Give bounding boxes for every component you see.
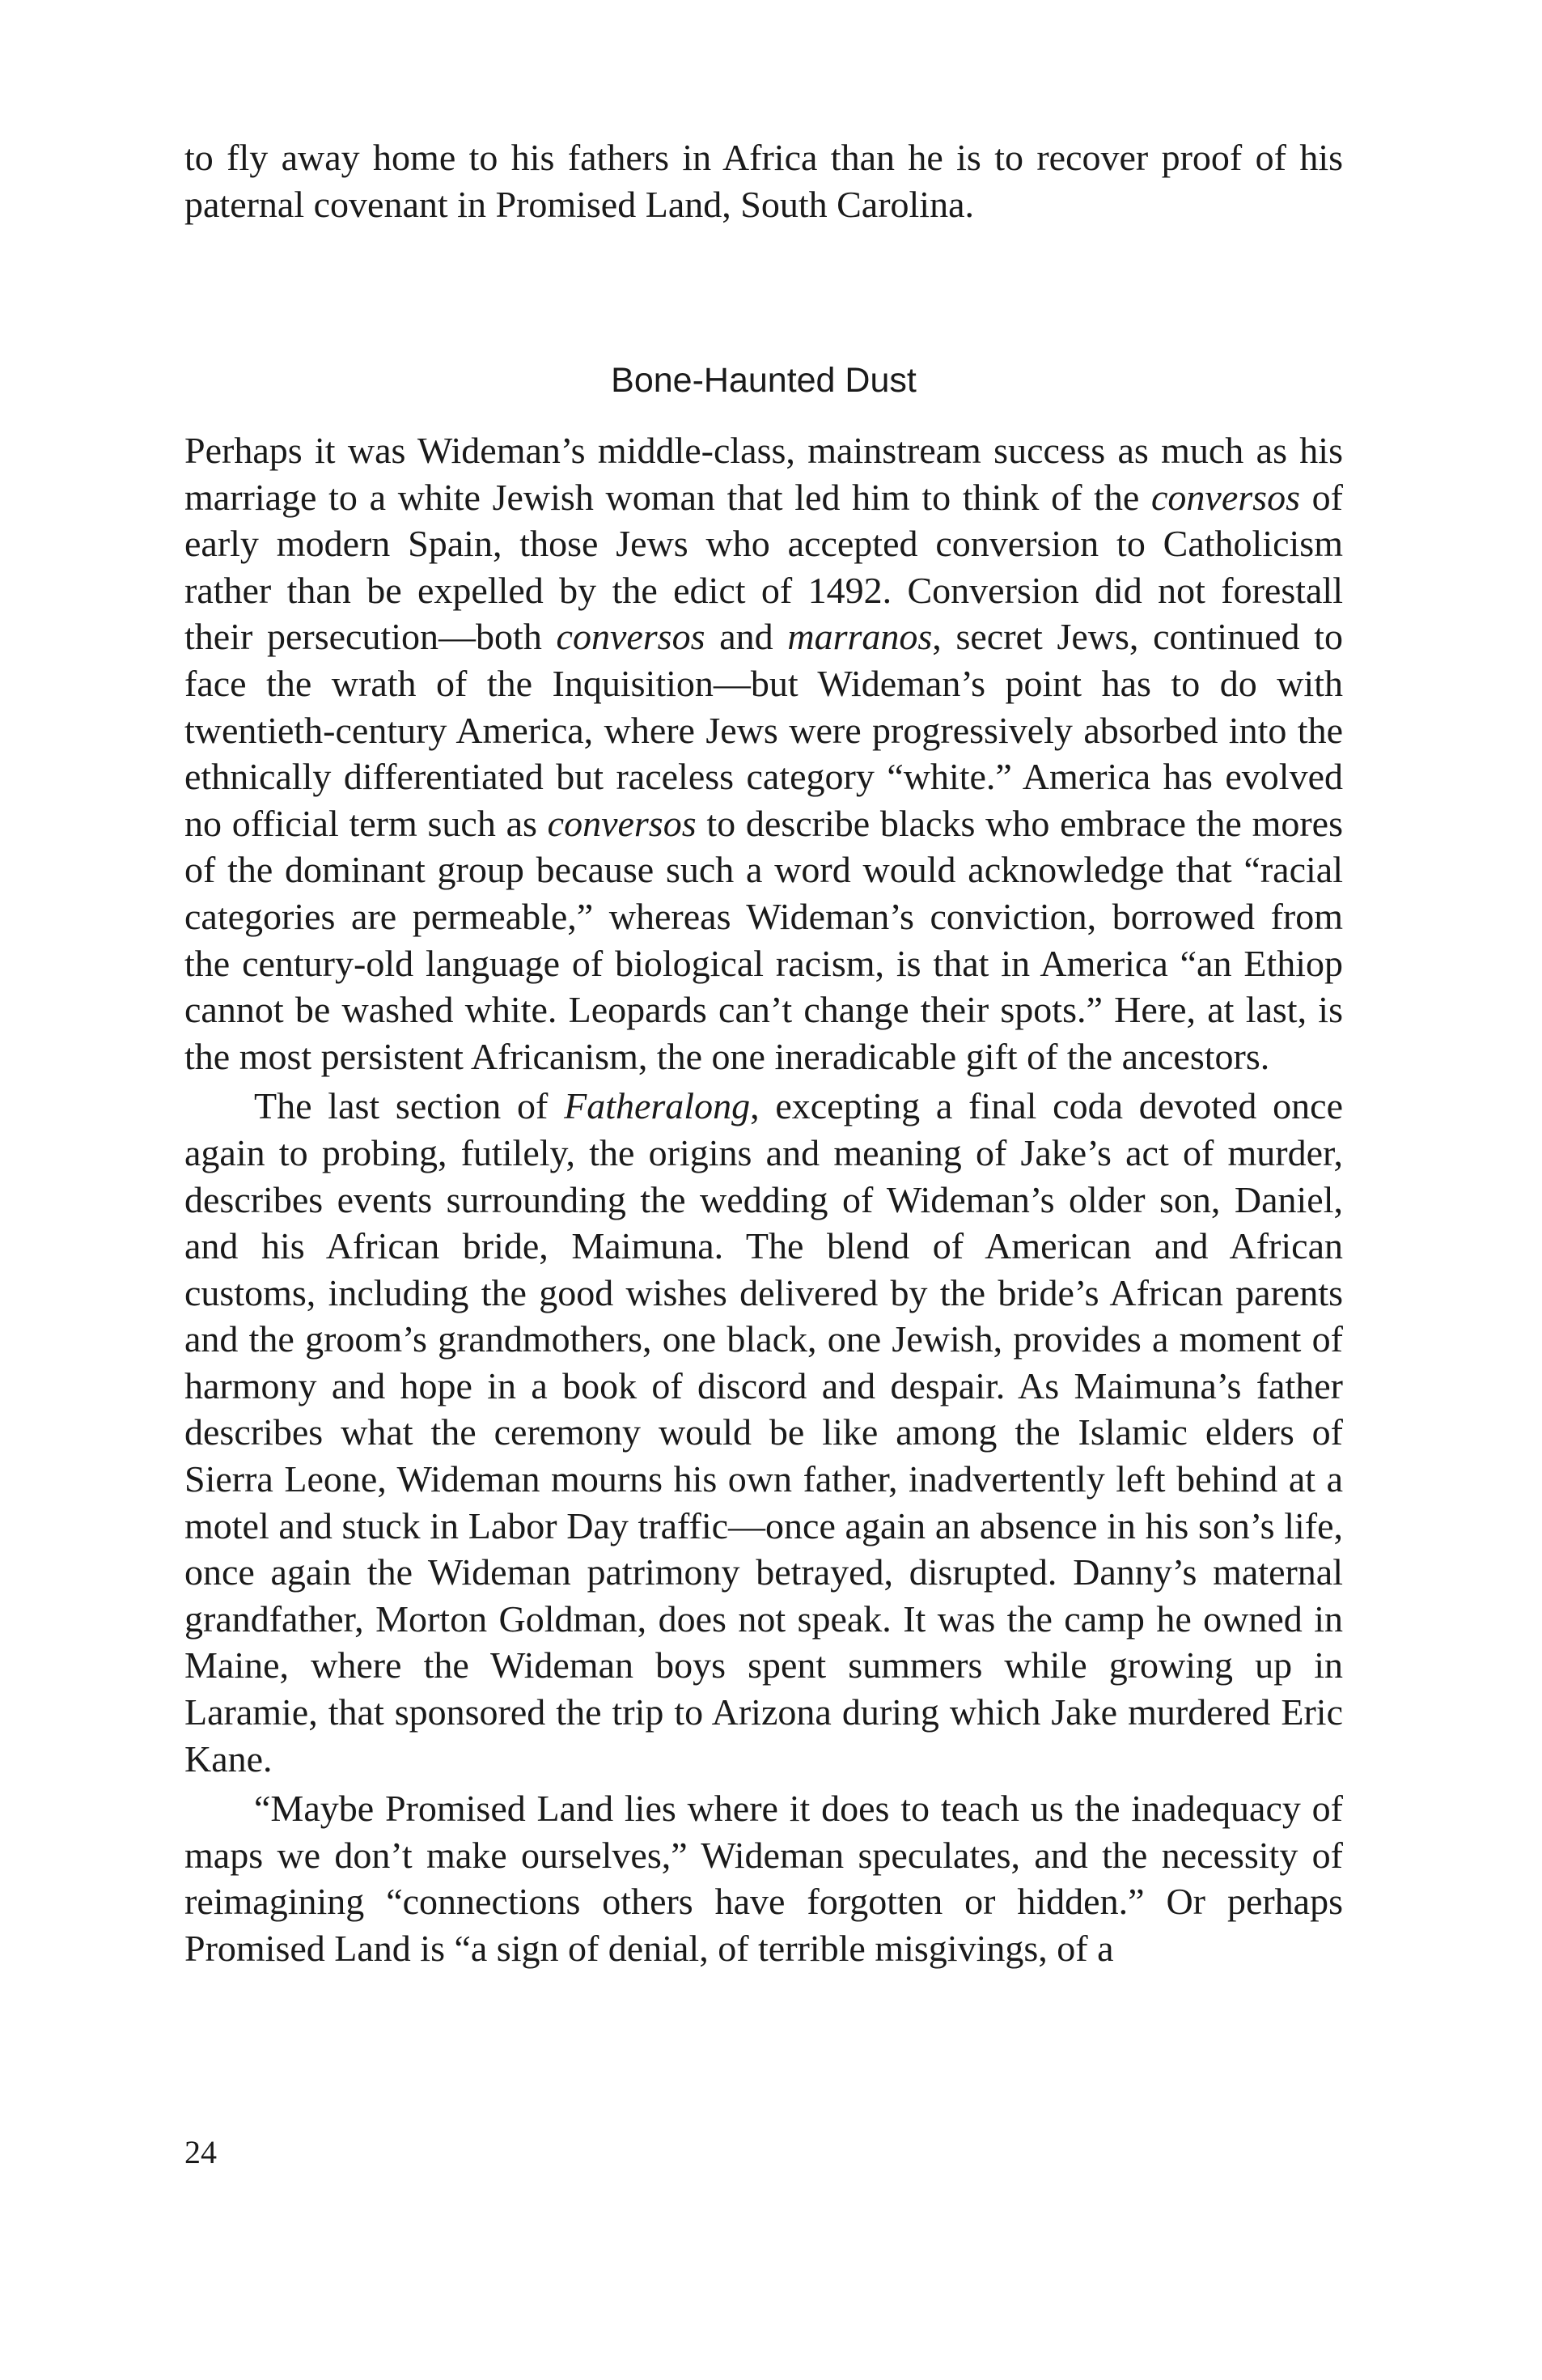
paragraph-1-part-a: Perhaps it was Wideman’s middle-class, mainstream success as much as his marriage to a white Jewish woman that led him to think of the — [184, 430, 1343, 518]
paragraph-1-italic-h: conversos — [547, 802, 697, 844]
paragraph-1-part-i: to describe blacks who embrace the mores of the dominant group because such a word would acknowledge that “racial categories are permeable,” whereas Wideman’s conviction, borrowed from the century-old language of biological racism, is that in America “an Ethiop cannot be washed white. Leopards can’t change their spots.” Here, at last, is the most persistent Africanism, the one ineradicable gift of the ancestors. — [184, 802, 1343, 1077]
paragraph-1 — [184, 427, 1343, 1080]
opening-text: to fly away home to his fathers in Africa than he is to recover proof of his paternal covenant in Promised Land, South Carolina. — [184, 137, 1343, 225]
paragraph-3: “Maybe Promised Land lies where it does to teach us the inadequacy of maps we don’t make ourselves,” Wideman speculates, and the necessity of reimagining “connections others have forgotten or hidden.” Or perhaps Promised Land is “a sign of denial, of terrible misgivings, of a — [184, 1788, 1343, 1969]
body-text — [184, 427, 1343, 1972]
paragraph-1-italic-f: marranos — [787, 616, 933, 658]
paragraph-2-italic-b: Fatheralong — [564, 1085, 751, 1127]
paragraph-1-part-c: of early modern Spain, those Jews who accepted conversion to Catholicism rather than be expelled by the edict of 1492. Conversion did not forestall their persecution—both — [184, 476, 1343, 658]
page-number: 24 — [184, 2134, 217, 2170]
opening-paragraph — [184, 134, 1343, 227]
paragraph-1-italic-d: conversos — [556, 616, 705, 658]
paragraph-1-italic-b: conversos — [1151, 476, 1300, 518]
paragraph-1-part-g: , secret Jews, continued to face the wrath of the Inquisition—but Wideman’s point has to do with twentieth-century America, where Jews were progressively absorbed into the ethnically differentiated but raceless category “white.” America has evolved no official term such as — [184, 616, 1343, 844]
paragraph-2 — [184, 1083, 1343, 1782]
paragraph-2-part-c: , excepting a final coda devoted once again to probing, futilely, the origins and meaning of Jake’s act of murder, describes events surrounding the wedding of Wideman’s older son, Daniel, and his African bride, Maimuna. The blend of American and African customs, including the good wishes delivered by the bride’s African parents and the groom’s grandmothers, one black, one Jewish, provides a moment of harmony and hope in a book of discord and despair. As Maimuna’s father describes what the ceremony would be like among the Islamic elders of Sierra Leone, Wideman mourns his own father, inadvertently left behind at a motel and stuck in Labor Day traffic—once again an absence in his son’s life, once again the Wideman patrimony betrayed, disrupted. Danny’s maternal grandfather, Morton Goldman, does not speak. It was the camp he owned in Maine, where the Wideman boys spent summers while growing up in Laramie, that sponsored the trip to Arizona during which Jake murdered Eric Kane. — [184, 1085, 1343, 1780]
paragraph-1-part-e: and — [705, 616, 788, 658]
paragraph-2-part-a: The last section of — [254, 1085, 565, 1127]
section-heading: Bone-Haunted Dust — [611, 361, 917, 400]
